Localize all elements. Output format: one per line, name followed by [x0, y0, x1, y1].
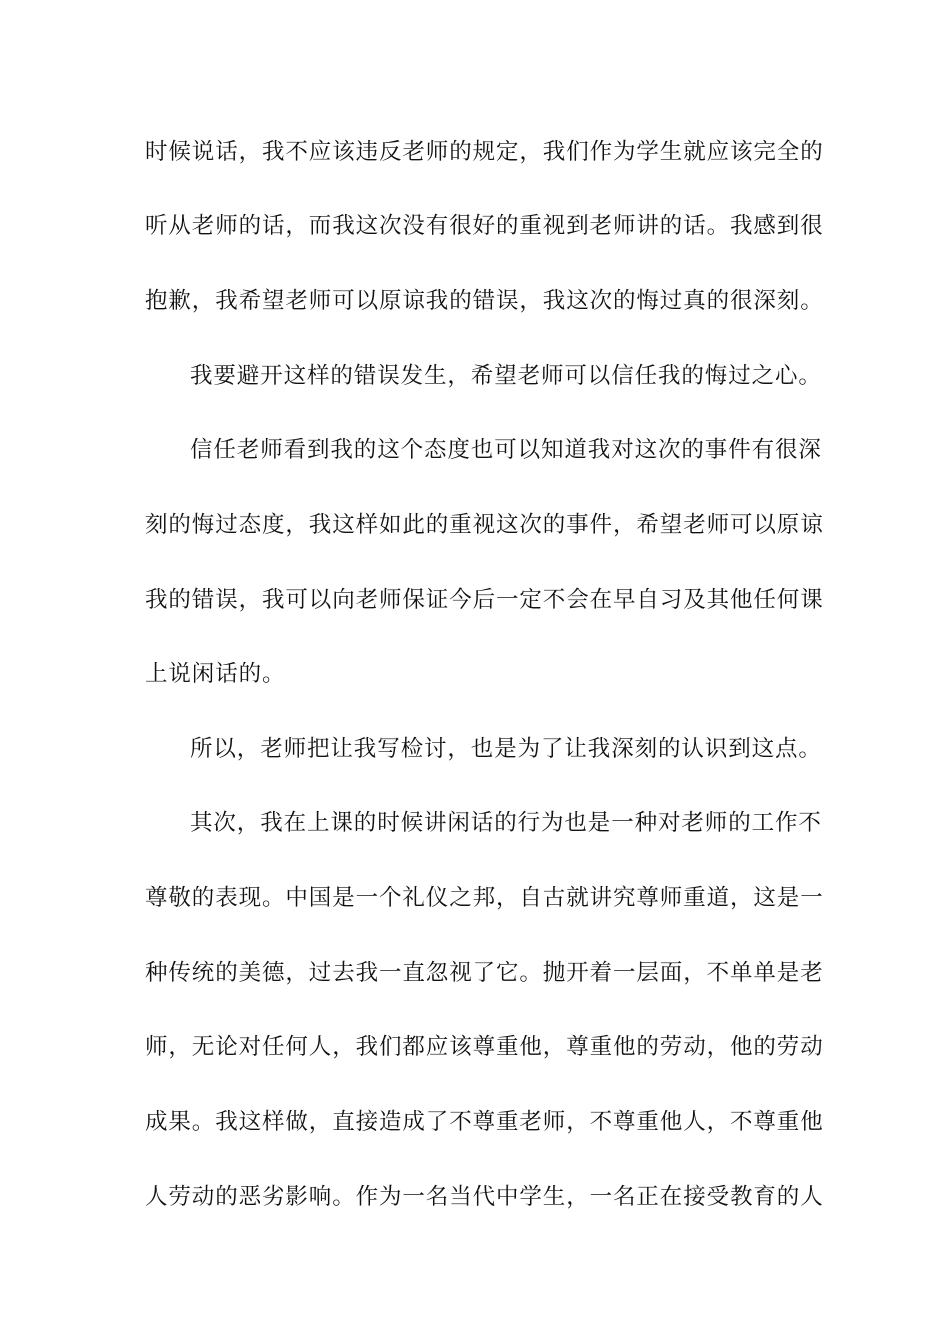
text-line: 成果。我这样做，直接造成了不尊重老师，不尊重他人，不尊重他 — [145, 1109, 824, 1135]
text-line: 其次，我在上课的时候讲闲话的行为也是一种对老师的工作不 — [190, 810, 822, 836]
text-line: 我的错误，我可以向老师保证今后一定不会在早自习及其他任何课 — [145, 587, 824, 613]
text-line: 时候说话，我不应该违反老师的规定，我们作为学生就应该完全的 — [145, 139, 824, 165]
text-line: 师，无论对任何人，我们都应该尊重他，尊重他的劳动，他的劳动 — [145, 1034, 824, 1060]
text-line: 所以，老师把让我写检讨，也是为了让我深刻的认识到这点。 — [190, 736, 822, 762]
text-line: 我要避开这样的错误发生，希望老师可以信任我的悔过之心。 — [190, 363, 822, 389]
text-line: 种传统的美德，过去我一直忽视了它。抛开着一层面，不单单是老 — [145, 960, 824, 986]
text-line: 抱歉，我希望老师可以原谅我的错误，我这次的悔过真的很深刻。 — [145, 288, 824, 314]
text-line: 上说闲话的。 — [145, 661, 286, 687]
text-line: 听从老师的话，而我这次没有很好的重视到老师讲的话。我感到很 — [145, 213, 824, 239]
text-line: 人劳动的恶劣影响。作为一名当代中学生，一名正在接受教育的人 — [145, 1184, 824, 1210]
text-line: 尊敬的表现。中国是一个礼仪之邦，自古就讲究尊师重道，这是一 — [145, 885, 824, 911]
text-line: 刻的悔过态度，我这样如此的重视这次的事件，希望老师可以原谅 — [145, 512, 824, 538]
text-line: 信任老师看到我的这个态度也可以知道我对这次的事件有很深 — [190, 437, 822, 463]
